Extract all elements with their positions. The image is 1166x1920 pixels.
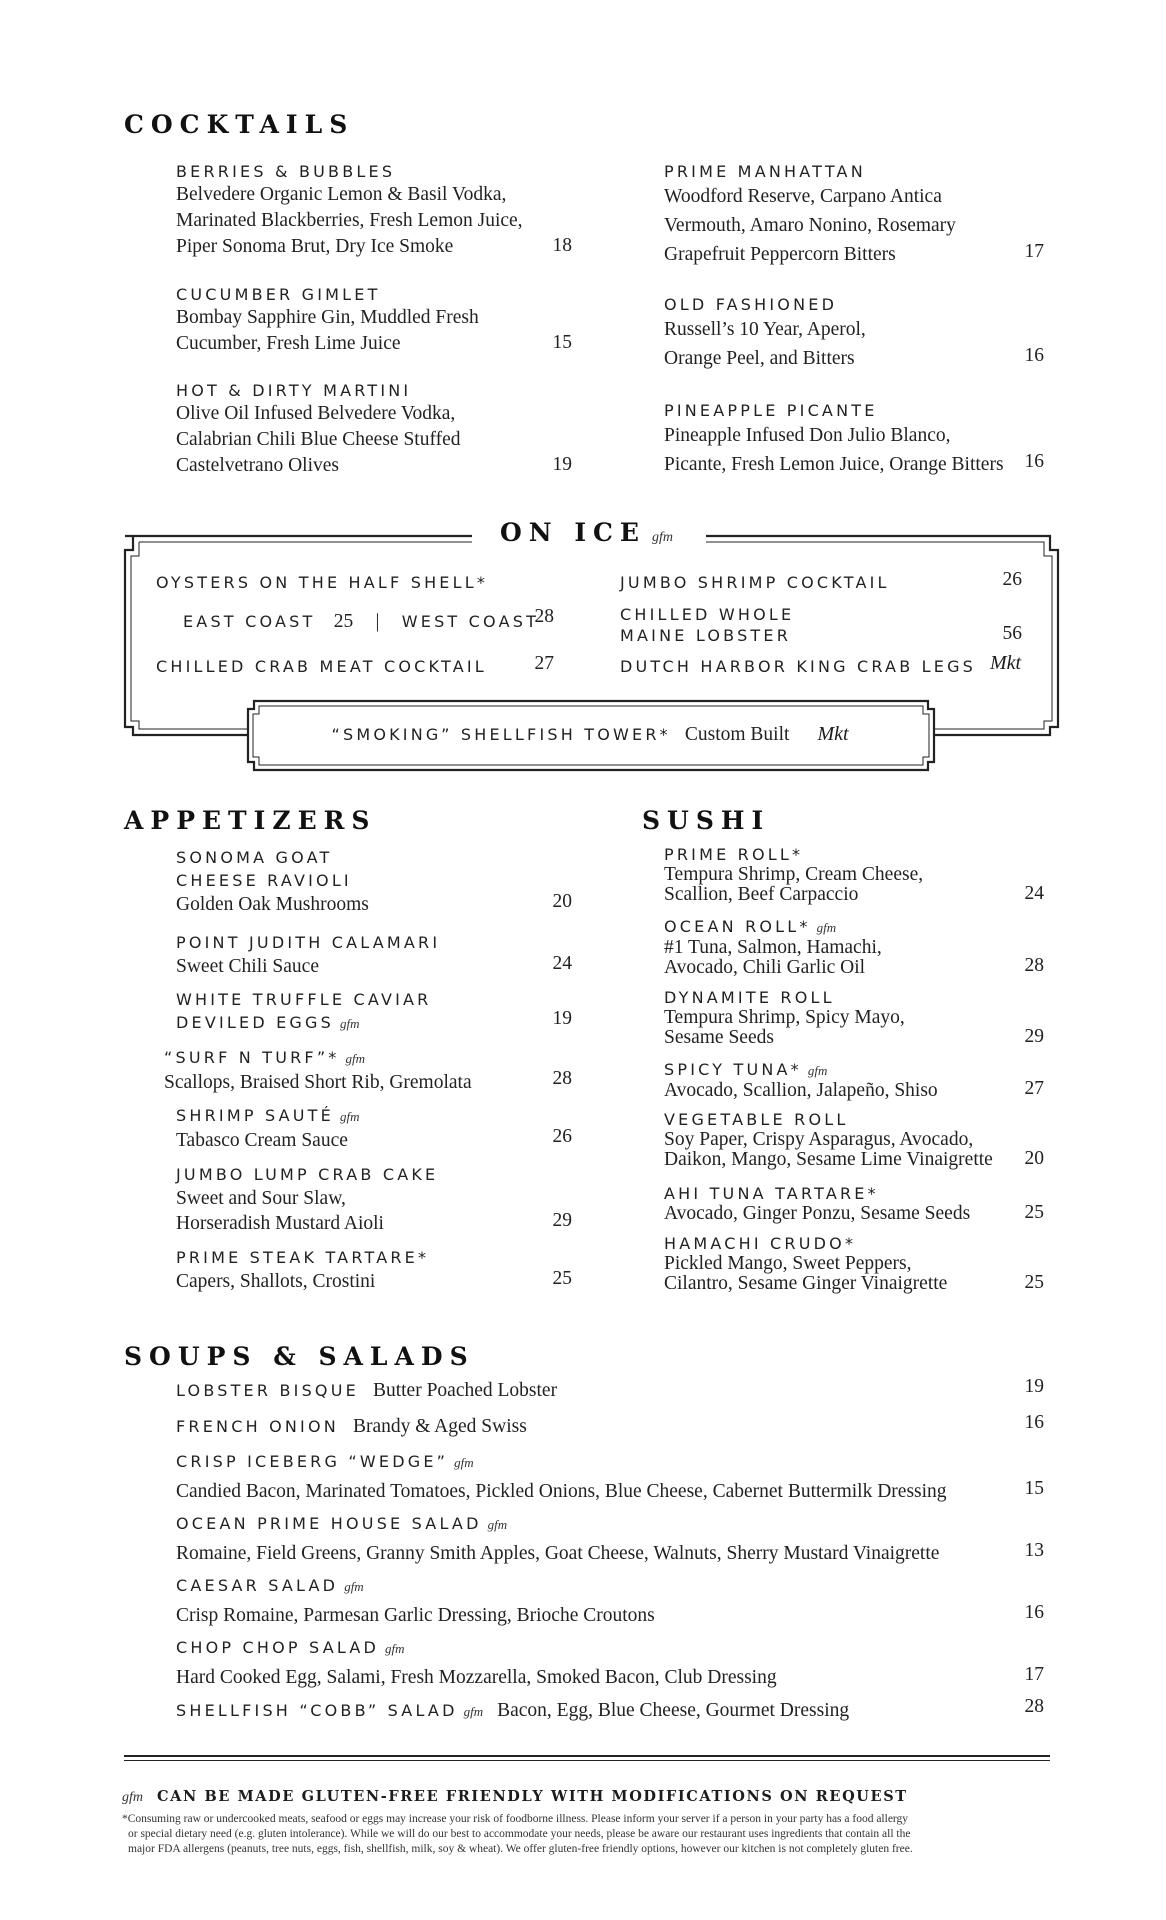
soup-salad-name-text: OCEAN PRIME HOUSE SALAD bbox=[176, 1514, 482, 1533]
sushi-name-text: PRIME ROLL* bbox=[664, 845, 804, 864]
appetizer-description: Capers, Shallots, Crostini bbox=[176, 1271, 376, 1292]
appetizer-item bbox=[164, 1046, 584, 1095]
appetizer-name-text: POINT JUDITH CALAMARI bbox=[176, 933, 441, 952]
sushi-name bbox=[664, 1109, 1044, 1130]
soup-salad-price: 16 bbox=[1024, 1412, 1044, 1433]
sushi-price: 25 bbox=[1024, 1202, 1044, 1223]
soup-salad-price: 16 bbox=[1024, 1602, 1044, 1623]
gluten-free-mark: gfm bbox=[463, 1704, 484, 1719]
soup-salad-name bbox=[176, 1414, 1016, 1440]
cocktail-name: PRIME MANHATTAN bbox=[664, 162, 866, 181]
gluten-free-mark: gfm bbox=[651, 530, 673, 545]
sushi-description: Tempura Shrimp, Cream Cheese, bbox=[664, 864, 924, 885]
appetizer-name bbox=[164, 1046, 584, 1070]
appetizer-name bbox=[176, 846, 596, 869]
appetizer-name-text: CHEESE RAVIOLI bbox=[176, 871, 352, 890]
sushi-price: 27 bbox=[1024, 1078, 1044, 1099]
tower-label: “SMOKING” SHELLFISH TOWER* bbox=[331, 725, 671, 744]
soup-salad-item bbox=[176, 1574, 1016, 1629]
cocktail-name: HOT & DIRTY MARTINI bbox=[176, 381, 412, 400]
cocktail-price: 19 bbox=[552, 454, 572, 475]
cocktail-description: Olive Oil Infused Belvedere Vodka, bbox=[176, 403, 456, 424]
footer-divider-bottom bbox=[124, 1760, 1050, 1761]
appetizer-description: Golden Oak Mushrooms bbox=[176, 894, 369, 915]
sushi-name-text: AHI TUNA TARTARE* bbox=[664, 1184, 879, 1203]
separator: | bbox=[375, 611, 380, 632]
sushi-name-text: HAMACHI CRUDO* bbox=[664, 1234, 857, 1253]
on-ice-title: ON ICE gfm bbox=[500, 518, 673, 547]
soup-salad-item bbox=[176, 1512, 1016, 1567]
appetizers-title: APPETIZERS bbox=[124, 806, 377, 835]
sushi-price: 25 bbox=[1024, 1272, 1044, 1293]
sushi-description: Avocado, Ginger Ponzu, Sesame Seeds bbox=[664, 1203, 971, 1224]
sushi-description: Daikon, Mango, Sesame Lime Vinaigrette bbox=[664, 1149, 993, 1170]
appetizer-name-text: “SURF N TURF”* bbox=[164, 1048, 340, 1067]
soup-salad-name bbox=[176, 1698, 1016, 1724]
cocktail-description: Castelvetrano Olives bbox=[176, 455, 339, 476]
soup-salad-inline-description: Butter Poached Lobster bbox=[372, 1380, 558, 1401]
king-crab-label: DUTCH HARBOR KING CRAB LEGS bbox=[620, 657, 977, 676]
appetizer-name bbox=[176, 1163, 596, 1186]
cocktail-description: Vermouth, Amaro Nonino, Rosemary bbox=[664, 215, 956, 236]
cocktail-price: 16 bbox=[1024, 451, 1044, 472]
soup-salad-inline-description: Brandy & Aged Swiss bbox=[352, 1416, 527, 1437]
tower-desc: Custom Built bbox=[684, 724, 790, 745]
gluten-free-mark: gfm bbox=[816, 920, 837, 935]
sushi-name-text: SPICY TUNA* bbox=[664, 1060, 802, 1079]
appetizer-price: 20 bbox=[552, 891, 572, 912]
sushi-description: Soy Paper, Crispy Asparagus, Avocado, bbox=[664, 1129, 974, 1150]
cocktails-title: COCKTAILS bbox=[124, 110, 355, 139]
footer-divider-top bbox=[124, 1755, 1050, 1757]
sushi-name bbox=[664, 844, 1044, 865]
sushi-item bbox=[664, 1183, 1044, 1224]
soup-salad-description: Hard Cooked Egg, Salami, Fresh Mozzarella, Smoked Bacon, Club Dressing bbox=[176, 1667, 777, 1688]
cocktail-name: PINEAPPLE PICANTE bbox=[664, 401, 878, 420]
cocktail-name: BERRIES & BUBBLES bbox=[176, 162, 396, 181]
sushi-name-text: VEGETABLE ROLL bbox=[664, 1110, 849, 1129]
soup-salad-name bbox=[176, 1574, 1016, 1599]
cocktail-price: 15 bbox=[552, 332, 572, 353]
appetizer-price: 28 bbox=[552, 1068, 572, 1089]
sushi-name bbox=[664, 987, 1044, 1008]
appetizer-price: 25 bbox=[552, 1268, 572, 1289]
soup-salad-name-text: SHELLFISH “COBB” SALAD bbox=[176, 1701, 458, 1720]
gluten-free-mark: gfm bbox=[344, 1579, 364, 1594]
disclaimer: *Consuming raw or undercooked meats, seafood or eggs may increase your risk of foodborne illness. Please inform your server if a person in your party has a food allergy or special dietary need (e.g. gluten intolerance). While we will do our best to accommodate your needs, please be aware our restaurant uses ingredients that contain all the major FDA allergens (peanuts, tree nuts, eggs, fish, shellfish, milk, soy & wheat). We offer gluten-free friendly options, however our kitchen is not completely gluten free. bbox=[122, 1813, 913, 1855]
sushi-description: Avocado, Scallion, Jalapeño, Shiso bbox=[664, 1080, 938, 1101]
tower-price: Mkt bbox=[817, 723, 849, 745]
gluten-free-mark: gfm bbox=[807, 1063, 828, 1078]
shellfish-tower bbox=[260, 722, 920, 748]
gluten-free-mark: gfm bbox=[122, 1790, 143, 1805]
sushi-name-text: DYNAMITE ROLL bbox=[664, 988, 835, 1007]
soup-salad-price: 19 bbox=[1024, 1376, 1044, 1397]
shrimp-cocktail-price: 26 bbox=[1002, 569, 1022, 590]
gluten-free-mark: gfm bbox=[385, 1641, 405, 1656]
sushi-price: 28 bbox=[1024, 955, 1044, 976]
appetizer-name-text: WHITE TRUFFLE CAVIAR bbox=[176, 990, 432, 1009]
gluten-free-mark: gfm bbox=[454, 1455, 474, 1470]
soup-salad-description: Candied Bacon, Marinated Tomatoes, Pickled Onions, Blue Cheese, Cabernet Buttermilk Dressing bbox=[176, 1481, 947, 1502]
soup-salad-name bbox=[176, 1450, 1016, 1475]
cocktail-description: Calabrian Chili Blue Cheese Stuffed bbox=[176, 429, 461, 450]
sushi-description: #1 Tuna, Salmon, Hamachi, bbox=[664, 937, 882, 958]
soup-salad-item bbox=[176, 1698, 1016, 1724]
appetizer-description: Scallops, Braised Short Rib, Gremolata bbox=[164, 1072, 472, 1093]
appetizer-name bbox=[176, 931, 596, 954]
sushi-price: 20 bbox=[1024, 1148, 1044, 1169]
cocktail-price: 16 bbox=[1024, 345, 1044, 366]
crab-meat-cocktail-price: 27 bbox=[534, 653, 554, 674]
east-coast-price: 25 bbox=[333, 611, 354, 632]
soup-salad-price: 28 bbox=[1024, 1696, 1044, 1717]
sushi-description: Avocado, Chili Garlic Oil bbox=[664, 957, 866, 978]
soup-salad-item bbox=[176, 1450, 1016, 1505]
cocktail-description: Grapefruit Peppercorn Bitters bbox=[664, 244, 896, 265]
soup-salad-name-text: LOBSTER BISQUE bbox=[176, 1381, 359, 1400]
sushi-name bbox=[664, 1059, 1044, 1081]
sushi-item bbox=[664, 1233, 1044, 1294]
sushi-description: Sesame Seeds bbox=[664, 1027, 774, 1048]
soup-salad-description: Romaine, Field Greens, Granny Smith Apples, Goat Cheese, Walnuts, Sherry Mustard Vinaigrette bbox=[176, 1543, 940, 1564]
sushi-price: 24 bbox=[1024, 883, 1044, 904]
sushi-item bbox=[664, 1059, 1044, 1101]
soup-salad-item bbox=[176, 1378, 1016, 1404]
soup-salad-name bbox=[176, 1378, 1016, 1404]
appetizer-name-text: SHRIMP SAUTÉ bbox=[176, 1106, 334, 1125]
sushi-price: 29 bbox=[1024, 1026, 1044, 1047]
on-ice-border bbox=[0, 0, 1166, 800]
appetizer-price: 26 bbox=[552, 1126, 572, 1147]
soup-salad-item bbox=[176, 1636, 1016, 1691]
east-coast-label: EAST COAST 25 | WEST COAST bbox=[183, 611, 540, 632]
appetizer-name-text: SONOMA GOAT bbox=[176, 848, 333, 867]
sushi-description: Pickled Mango, Sweet Peppers, bbox=[664, 1253, 912, 1274]
appetizer-description: Horseradish Mustard Aioli bbox=[176, 1213, 384, 1234]
soup-salad-name-text: CRISP ICEBERG “WEDGE” bbox=[176, 1452, 449, 1471]
sushi-item bbox=[664, 987, 1044, 1048]
king-crab-price: Mkt bbox=[990, 652, 1022, 674]
soup-salad-price: 17 bbox=[1024, 1664, 1044, 1685]
appetizer-description: Tabasco Cream Sauce bbox=[176, 1130, 348, 1151]
sushi-name-text: OCEAN ROLL* bbox=[664, 917, 811, 936]
cocktail-description: Pineapple Infused Don Julio Blanco, bbox=[664, 425, 951, 446]
soup-salad-price: 15 bbox=[1024, 1478, 1044, 1499]
cocktail-description: Woodford Reserve, Carpano Antica bbox=[664, 186, 942, 207]
appetizer-name bbox=[176, 1246, 596, 1269]
cocktail-description: Piper Sonoma Brut, Dry Ice Smoke bbox=[176, 236, 454, 257]
gluten-free-mark: gfm bbox=[340, 1016, 360, 1031]
soup-salad-name-text: CAESAR SALAD bbox=[176, 1576, 339, 1595]
gluten-free-mark: gfm bbox=[345, 1051, 366, 1066]
west-coast-price: 28 bbox=[534, 606, 554, 627]
lobster-price: 56 bbox=[1002, 623, 1022, 644]
sushi-item bbox=[664, 844, 1044, 905]
sushi-description: Scallion, Beef Carpaccio bbox=[664, 884, 859, 905]
gluten-free-mark: gfm bbox=[487, 1517, 508, 1532]
cocktail-price: 18 bbox=[552, 235, 572, 256]
soup-salad-name bbox=[176, 1512, 1016, 1537]
appetizer-price: 19 bbox=[552, 1008, 572, 1029]
appetizer-name-text: DEVILED EGGS bbox=[176, 1013, 334, 1032]
appetizer-name-text: PRIME STEAK TARTARE* bbox=[176, 1248, 430, 1267]
cocktail-name: CUCUMBER GIMLET bbox=[176, 285, 381, 304]
cocktail-description: Bombay Sapphire Gin, Muddled Fresh bbox=[176, 307, 479, 328]
cocktail-name: OLD FASHIONED bbox=[664, 295, 838, 314]
sushi-description: Tempura Shrimp, Spicy Mayo, bbox=[664, 1007, 905, 1028]
sushi-item bbox=[664, 916, 1044, 978]
oysters-label: OYSTERS ON THE HALF SHELL* bbox=[156, 573, 489, 592]
soup-salad-item bbox=[176, 1414, 1016, 1440]
soup-salad-name-text: FRENCH ONION bbox=[176, 1417, 339, 1436]
sushi-name bbox=[664, 916, 1044, 938]
appetizer-description: Sweet and Sour Slaw, bbox=[176, 1188, 346, 1209]
appetizer-description: Sweet Chili Sauce bbox=[176, 956, 319, 977]
appetizer-price: 24 bbox=[552, 953, 572, 974]
appetizer-name bbox=[176, 1104, 596, 1128]
appetizer-name bbox=[176, 869, 596, 892]
appetizer-name-text: JUMBO LUMP CRAB CAKE bbox=[176, 1165, 439, 1184]
cocktail-description: Cucumber, Fresh Lime Juice bbox=[176, 333, 401, 354]
cocktail-description: Picante, Fresh Lemon Juice, Orange Bitters bbox=[664, 454, 1004, 475]
sushi-name bbox=[664, 1183, 1044, 1204]
cocktail-description: Marinated Blackberries, Fresh Lemon Juice, bbox=[176, 210, 523, 231]
soup-salad-description: Crisp Romaine, Parmesan Garlic Dressing, Brioche Croutons bbox=[176, 1605, 655, 1626]
cocktail-description: Russell’s 10 Year, Aperol, bbox=[664, 319, 866, 340]
soup-salad-price: 13 bbox=[1024, 1540, 1044, 1561]
sushi-item bbox=[664, 1109, 1044, 1170]
gluten-free-note: gfm CAN BE MADE GLUTEN-FREE FRIENDLY WITH MODIFICATIONS ON REQUEST bbox=[122, 1788, 908, 1805]
cocktail-description: Orange Peel, and Bitters bbox=[664, 348, 855, 369]
sushi-description: Cilantro, Sesame Ginger Vinaigrette bbox=[664, 1273, 948, 1294]
cocktail-description: Belvedere Organic Lemon & Basil Vodka, bbox=[176, 184, 507, 205]
appetizer-price: 29 bbox=[552, 1210, 572, 1231]
sushi-title: SUSHI bbox=[642, 806, 771, 835]
soup-salad-inline-description: Bacon, Egg, Blue Cheese, Gourmet Dressing bbox=[497, 1700, 850, 1721]
sushi-name bbox=[664, 1233, 1044, 1254]
soups-salads-title: SOUPS & SALADS bbox=[124, 1342, 475, 1371]
soup-salad-name bbox=[176, 1636, 1016, 1661]
soup-salad-name-text: CHOP CHOP SALAD bbox=[176, 1638, 380, 1657]
gluten-free-mark: gfm bbox=[339, 1109, 360, 1124]
cocktail-price: 17 bbox=[1024, 241, 1044, 262]
crab-meat-cocktail-label: CHILLED CRAB MEAT COCKTAIL bbox=[156, 657, 487, 676]
lobster-label: CHILLED WHOLE MAINE LOBSTER bbox=[620, 605, 795, 645]
shrimp-cocktail-label: JUMBO SHRIMP COCKTAIL bbox=[620, 573, 890, 592]
